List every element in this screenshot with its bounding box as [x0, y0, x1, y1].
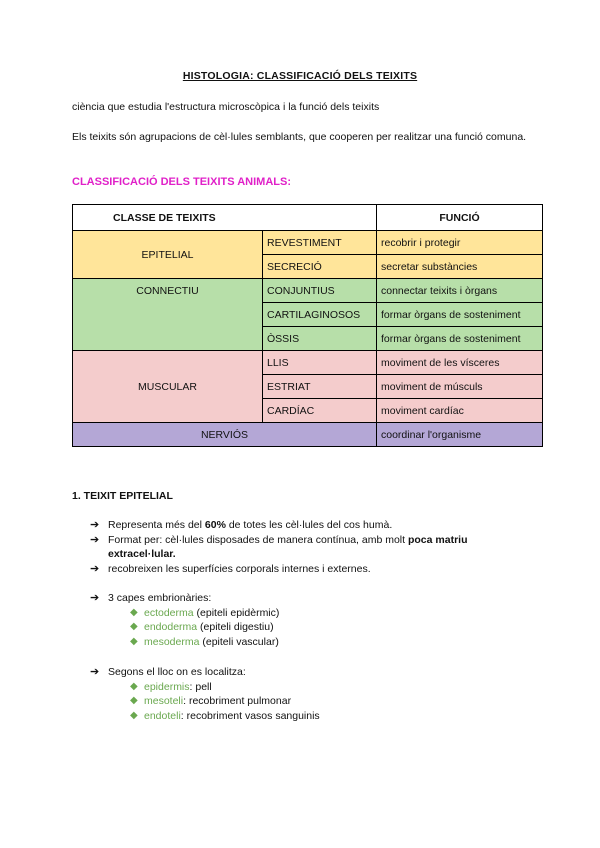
location-term: mesoteli — [144, 695, 184, 707]
list-item — [90, 518, 530, 533]
sub-list-item — [130, 694, 530, 709]
sub-list-item — [130, 620, 530, 635]
fact-bold: poca matriu extracel·lular. — [108, 533, 468, 560]
layer-term: endoderma — [144, 621, 198, 633]
layer-desc: (epiteli epidèrmic) — [193, 606, 280, 619]
arrow-icon: ➔ — [90, 562, 100, 575]
function-secrecio: secretar substàncies — [377, 255, 543, 279]
section-1-heading: 1. TEIXIT EPITELIAL — [72, 490, 173, 502]
function-conjuntius: connectar teixits i òrgans — [377, 279, 543, 303]
diamond-bullet-icon: ◆ — [130, 695, 138, 706]
arrow-icon: ➔ — [90, 592, 100, 604]
function-llis: moviment de les vísceres — [377, 351, 543, 375]
arrow-icon: ➔ — [90, 533, 100, 546]
subclass-secrecio: SECRECIÓ — [263, 255, 377, 279]
list-item — [90, 665, 530, 723]
location-desc: : pell — [189, 680, 212, 693]
fact-text: recobreixen les superfícies corporals internes i externes. — [108, 562, 371, 575]
sub-list-item — [130, 635, 530, 650]
list-item — [90, 562, 530, 577]
layer-term: mesoderma — [144, 635, 200, 648]
classification-heading: CLASSIFICACIÓ DELS TEIXITS ANIMALS: — [72, 176, 291, 188]
function-revestiment: recobrir i protegir — [377, 231, 543, 255]
locations-list — [90, 665, 530, 723]
arrow-icon: ➔ — [90, 519, 100, 531]
list-item — [90, 533, 530, 562]
header-class: CLASSE DE TEIXITS — [73, 205, 377, 231]
subclass-cartilaginosos: CARTILAGINOSOS — [263, 303, 377, 327]
embryonic-layers-list — [90, 591, 530, 649]
page-title: HISTOLOGIA: CLASSIFICACIÓ DELS TEIXITS — [182, 70, 418, 82]
diamond-bullet-icon: ◆ — [130, 606, 138, 618]
table-row — [73, 231, 543, 255]
diamond-bullet-icon: ◆ — [130, 621, 138, 632]
table-header-row — [73, 205, 543, 231]
fact-bold: 60% — [204, 519, 226, 531]
sub-list-item — [130, 709, 530, 724]
subclass-ossis: ÒSSIS — [263, 327, 377, 351]
function-estriat: moviment de músculs — [377, 375, 543, 399]
subclass-conjuntius: CONJUNTIUS — [263, 279, 377, 303]
location-term: epidermis — [144, 680, 190, 693]
layer-desc: (epiteli vascular) — [199, 635, 279, 648]
tissue-classification-table — [72, 204, 543, 447]
fact-text: Format per: cèl·lules disposades de manera contínua, amb molt — [108, 533, 408, 546]
definition-text: ciència que estudia l'estructura microscòpica i la funció dels teixits — [72, 101, 380, 113]
location-desc: : recobriment vasos sanguinis — [180, 709, 320, 722]
intro-text: Els teixits són agrupacions de cèl·lules semblants, que cooperen per realitzar una funció comuna. — [72, 131, 527, 143]
fact-text: de totes les cèl·lules del cos humà. — [225, 519, 393, 531]
class-nervios: NERVIÓS — [73, 423, 377, 447]
function-nervios: coordinar l'organisme — [377, 423, 543, 447]
table-row — [73, 423, 543, 447]
diamond-bullet-icon: ◆ — [130, 709, 138, 721]
layer-desc: (epiteli digestiu) — [197, 621, 274, 633]
sub-list-item — [130, 606, 530, 621]
arrow-icon: ➔ — [90, 666, 100, 678]
fact-text: 3 capes embrionàries: — [108, 592, 212, 604]
diamond-bullet-icon: ◆ — [130, 635, 138, 647]
layer-term: ectoderma — [144, 606, 194, 619]
class-connectiu: CONNECTIU — [73, 279, 263, 351]
function-cardiac: moviment cardíac — [377, 399, 543, 423]
list-item — [90, 591, 530, 649]
class-epitelial: EPITELIAL — [73, 231, 263, 279]
table-row — [73, 351, 543, 375]
subclass-cardiac: CARDÍAC — [263, 399, 377, 423]
table-row — [73, 279, 543, 303]
sub-list-item — [130, 680, 530, 695]
function-ossis: formar òrgans de sosteniment — [377, 327, 543, 351]
fact-text: Representa més del — [108, 519, 205, 531]
subclass-revestiment: REVESTIMENT — [263, 231, 377, 255]
epitelial-facts-list — [90, 518, 530, 576]
class-muscular: MUSCULAR — [73, 351, 263, 423]
fact-text: Segons el lloc on es localitza: — [108, 666, 246, 678]
subclass-llis: LLIS — [263, 351, 377, 375]
diamond-bullet-icon: ◆ — [130, 680, 138, 692]
subclass-estriat: ESTRIAT — [263, 375, 377, 399]
location-term: endoteli — [144, 709, 181, 722]
function-cartilaginosos: formar òrgans de sosteniment — [377, 303, 543, 327]
location-desc: : recobriment pulmonar — [183, 695, 292, 707]
header-function: FUNCIÓ — [377, 205, 543, 231]
